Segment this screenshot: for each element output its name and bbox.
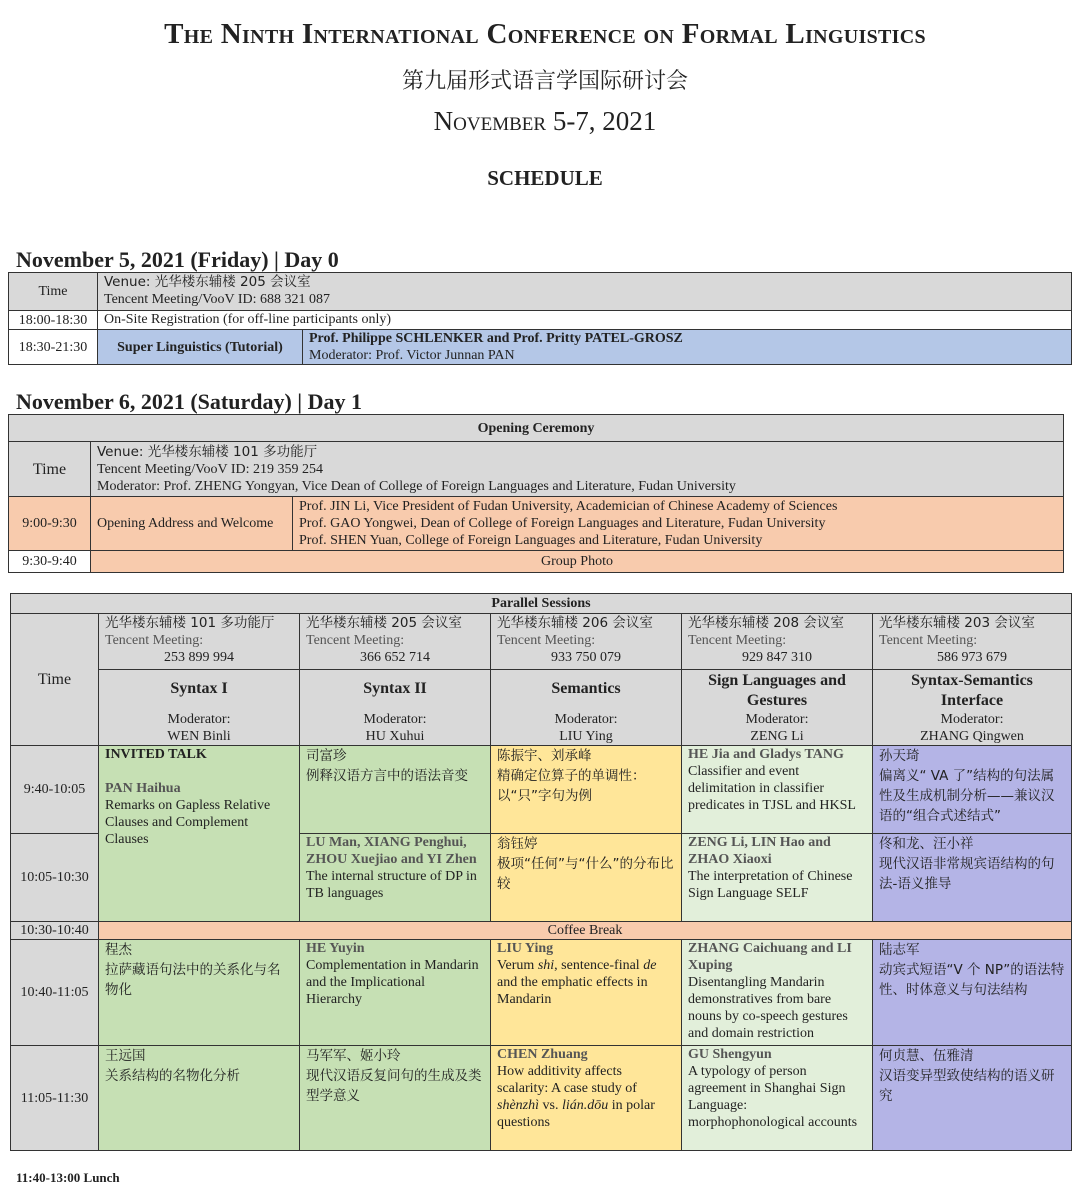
talk-title: 关系结构的名物化分析	[105, 1068, 240, 1084]
talk-author: HE Yuyin	[306, 941, 365, 956]
meeting-label: Tencent Meeting:	[497, 633, 596, 648]
invited-talk	[99, 746, 300, 922]
venue: 光华楼东辅楼 203 会议室	[879, 615, 1035, 631]
session-name: Sign Languages and Gestures	[708, 672, 846, 709]
talk-author: ZENG Li, LIN Hao and ZHAO Xiaoxi	[688, 835, 831, 867]
talk-title: 汉语变异型致使结构的语义研究	[879, 1068, 1055, 1104]
talk-title: The interpretation of Chinese Sign Language SELF	[688, 869, 853, 901]
time-cell: 10:40-11:05	[11, 940, 99, 1046]
time-cell: 10:30-10:40	[11, 922, 99, 940]
tutorial-session: Super Linguistics (Tutorial)	[98, 330, 303, 365]
talk-author: 王远国	[105, 1048, 146, 1064]
venue: Venue: 光华楼东辅楼 101 多功能厅	[97, 444, 318, 460]
talk-author: 何贞慧、伍雅清	[879, 1048, 974, 1064]
talk	[99, 1046, 300, 1151]
room-info	[682, 614, 873, 670]
talk	[491, 1046, 682, 1151]
session-name: Syntax II	[363, 680, 427, 697]
opening-ceremony-title: Opening Ceremony	[9, 415, 1064, 442]
talk-author: ZHANG Caichuang and LI Xuping	[688, 941, 852, 973]
talk-author: 陈振宇、刘承峰	[497, 748, 592, 764]
talk-title: 例释汉语方言中的语法音变	[306, 768, 468, 784]
group-photo: Group Photo	[91, 551, 1064, 573]
session-name: Syntax-Semantics Interface	[911, 672, 1033, 709]
room-info	[300, 614, 491, 670]
moderator: HU Xuhui	[365, 729, 425, 744]
moderator: Moderator: Prof. Victor Junnan PAN	[309, 348, 515, 363]
talk-title: Remarks on Gapless Relative Clauses and Complement Clauses	[105, 798, 271, 847]
meeting-label: Tencent Meeting:	[306, 633, 405, 648]
session-header	[491, 670, 682, 746]
talk	[873, 834, 1072, 922]
talk	[491, 940, 682, 1046]
talk	[300, 940, 491, 1046]
meeting-id: 586 973 679	[937, 650, 1007, 665]
talk	[873, 940, 1072, 1046]
day1-heading: November 6, 2021 (Saturday) | Day 1	[16, 389, 363, 414]
talk	[300, 746, 491, 834]
talk-author: HE Jia and Gladys TANG	[688, 747, 844, 762]
speakers: Prof. Philippe SCHLENKER and Prof. Pritty PATEL-GROSZ	[309, 331, 683, 346]
talk	[300, 834, 491, 922]
talk-title: 动宾式短语“V 个 NP”的语法特性、时体意义与句法结构	[879, 962, 1065, 998]
talk-title: 现代汉语非常规宾语结构的句法-语义推导	[879, 856, 1055, 892]
talk-author: LIU Ying	[497, 941, 554, 956]
talk	[682, 746, 873, 834]
talk-title: Verum shi, sentence-final de and the emphatic effects in Mandarin	[497, 958, 657, 1007]
talk-author: 陆志军	[879, 942, 920, 958]
talk-title: 偏离义“ VA 了”结构的句法属性及生成机制分析——兼议汉语的“组合式述结式”	[879, 768, 1055, 824]
time-cell: 11:05-11:30	[11, 1046, 99, 1151]
meeting-label: Tencent Meeting:	[879, 633, 978, 648]
speaker: Prof. JIN Li, Vice President of Fudan University, Academician of Chinese Academy of Sciences	[299, 499, 838, 514]
talk	[682, 1046, 873, 1151]
talk-author: GU Shengyun	[688, 1047, 772, 1062]
talk-title: Disentangling Mandarin demonstratives from bare nouns by co-speech gestures and domain restriction	[688, 975, 848, 1041]
talk-author: 翁钰婷	[497, 836, 538, 852]
registration: On-Site Registration (for off-line participants only)	[98, 311, 1072, 330]
talk-title: A typology of person agreement in Shanghai Sign Language: morphophonological accounts	[688, 1064, 858, 1130]
moderator-label: Moderator:	[167, 712, 231, 727]
day1-opening-table	[8, 414, 1064, 573]
parallel-sessions-title: Parallel Sessions	[11, 594, 1072, 614]
talk-title: 精确定位算子的单调性：以“只”字句为例	[497, 768, 646, 804]
meeting-id: 366 652 714	[360, 650, 430, 665]
moderator-label: Moderator:	[940, 712, 1004, 727]
talk-title: How additivity affects scalarity: A case study of shènzhì vs. lián.dōu in polar questions	[497, 1064, 655, 1130]
moderator-label: Moderator:	[745, 712, 809, 727]
session-header	[682, 670, 873, 746]
moderator-label: Moderator:	[554, 712, 618, 727]
coffee-break: Coffee Break	[99, 922, 1072, 940]
time-cell: 18:00-18:30	[9, 311, 98, 330]
time-cell: 9:30-9:40	[9, 551, 91, 573]
talk-title: Classifier and event delimitation in classifier predicates in TJSL and HKSL	[688, 764, 856, 813]
time-header: Time	[9, 273, 98, 311]
session-header	[300, 670, 491, 746]
meeting-id: 933 750 079	[551, 650, 621, 665]
opening-address: Opening Address and Welcome	[91, 497, 293, 551]
moderator-label: Moderator:	[363, 712, 427, 727]
session-name: Semantics	[551, 680, 621, 697]
moderator: Moderator: Prof. ZHENG Yongyan, Vice Dean of College of Foreign Languages and Literature, Fudan University	[97, 479, 736, 494]
room-info	[99, 614, 300, 670]
meeting-id: Tencent Meeting/VooV ID: 219 359 254	[97, 462, 323, 477]
speaker: Prof. GAO Yongwei, Dean of College of Foreign Languages and Literature, Fudan University	[299, 516, 826, 531]
day0-table	[8, 272, 1072, 365]
talk-author: 马军军、姬小玲	[306, 1048, 401, 1064]
invited-talk-tag: INVITED TALK	[105, 747, 207, 762]
talk	[682, 940, 873, 1046]
session-name: Syntax I	[170, 680, 228, 697]
room-info	[873, 614, 1072, 670]
venue: 光华楼东辅楼 206 会议室	[497, 615, 653, 631]
meeting-label: Tencent Meeting:	[105, 633, 204, 648]
session-header	[873, 670, 1072, 746]
conference-title: The Ninth International Conference on Formal Linguistics	[164, 18, 926, 50]
talk	[491, 746, 682, 834]
schedule-heading: SCHEDULE	[487, 166, 603, 190]
venue: 光华楼东辅楼 101 多功能厅	[105, 615, 275, 631]
talk-author: LU Man, XIANG Penghui, ZHOU Xuejiao and YI Zhen	[306, 835, 477, 867]
talk	[300, 1046, 491, 1151]
time-cell: 9:40-10:05	[11, 746, 99, 834]
talk-title: 极项“任何”与“什么”的分布比较	[497, 856, 674, 892]
talk-title: The internal structure of DP in TB languages	[306, 869, 477, 901]
lunch-note: 11:40-13:00 Lunch	[16, 1170, 120, 1185]
meeting-id: 253 899 994	[164, 650, 234, 665]
talk	[682, 834, 873, 922]
moderator: ZENG Li	[750, 729, 804, 744]
talk-author: PAN Haihua	[105, 781, 181, 796]
talk	[491, 834, 682, 922]
day0-heading: November 5, 2021 (Friday) | Day 0	[16, 247, 339, 272]
time-cell: 18:30-21:30	[9, 330, 98, 365]
time-cell: 10:05-10:30	[11, 834, 99, 922]
moderator: ZHANG Qingwen	[920, 729, 1024, 744]
talk-title: 拉萨藏语句法中的关系化与名物化	[105, 962, 281, 998]
moderator: LIU Ying	[559, 729, 613, 744]
conference-title-cn: 第九届形式语言学国际研讨会	[401, 69, 688, 94]
venue: 光华楼东辅楼 205 会议室	[306, 615, 462, 631]
talk	[99, 940, 300, 1046]
talk	[873, 746, 1072, 834]
meeting-id: 929 847 310	[742, 650, 812, 665]
meeting-id: Tencent Meeting/VooV ID: 688 321 087	[104, 292, 330, 307]
conference-dates: November 5-7, 2021	[433, 106, 657, 136]
talk-author: 佟和龙、汪小祥	[879, 836, 974, 852]
talk	[873, 1046, 1072, 1151]
venue: 光华楼东辅楼 208 会议室	[688, 615, 844, 631]
room-info	[491, 614, 682, 670]
parallel-sessions-table	[10, 593, 1072, 1151]
time-header: Time	[9, 442, 91, 497]
session-header	[99, 670, 300, 746]
talk-title: 现代汉语反复问句的生成及类型学意义	[306, 1068, 482, 1104]
speaker: Prof. SHEN Yuan, College of Foreign Languages and Literature, Fudan University	[299, 533, 763, 548]
talk-author: 程杰	[105, 942, 132, 958]
talk-author: 孙天琦	[879, 748, 920, 764]
time-header: Time	[11, 614, 99, 746]
venue: Venue: 光华楼东辅楼 205 会议室	[104, 274, 311, 290]
meeting-label: Tencent Meeting:	[688, 633, 787, 648]
talk-title: Complementation in Mandarin and the Implicational Hierarchy	[306, 958, 479, 1007]
talk-author: CHEN Zhuang	[497, 1047, 588, 1062]
moderator: WEN Binli	[167, 729, 231, 744]
time-cell: 9:00-9:30	[9, 497, 91, 551]
talk-author: 司富珍	[306, 748, 347, 764]
